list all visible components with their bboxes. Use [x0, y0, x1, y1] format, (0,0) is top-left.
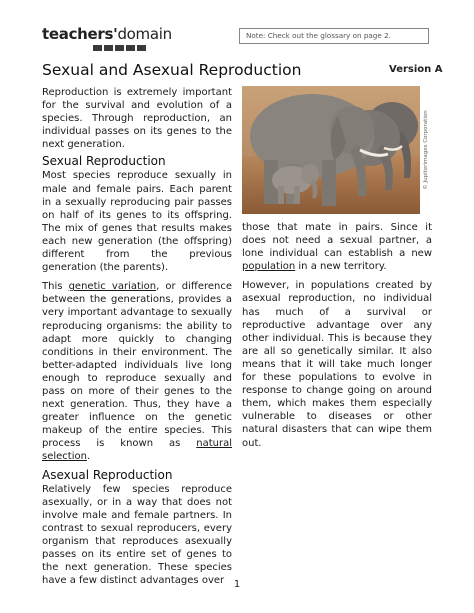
- population-link[interactable]: population: [242, 261, 296, 273]
- glossary-note-box: Note: Check out the glossary on page 2.: [239, 28, 429, 44]
- natural-selection-link[interactable]: natural selection: [42, 438, 232, 463]
- logo-wordmark: [42, 26, 172, 42]
- sexual-reproduction-paragraph: Most species reproduce sexually in male and female pairs. Each parent in a sexually reproducing pair passes on half of its genes to its offspring. The mix of genes that results makes each new generation (the offspring) different from the previous generation (the parents).: [42, 170, 232, 274]
- sexual-reproduction-heading: Sexual Reproduction: [42, 154, 166, 169]
- page-number: 1: [233, 579, 241, 590]
- teachers-domain-logo: [42, 26, 172, 51]
- left-column: [42, 86, 232, 587]
- page-title: Sexual and Asexual Reproduction: [42, 61, 302, 79]
- asexual-reproduction-heading: Asexual Reproduction: [42, 467, 173, 482]
- logo-part-domain: domain: [117, 25, 172, 43]
- intro-paragraph: Reproduction is extremely important for the survival and evolution of a species. Through reproduction, an individual passes on its genes to the next generation.: [42, 87, 232, 151]
- asexual-reproduction-paragraph: Relatively few species reproduce asexually, or in a way that does not involve male and female partners. In contrast to sexual reproducers, every organism that reproduces asexually passes on its entire set of genes to the next generation. These species have a few distinct advantages over: [42, 483, 232, 587]
- asexual-disadvantage-paragraph: However, in populations created by asexual reproduction, no individual has much of a survival or reproductive advantage over any other individual. This is because they are all so genetically similar. It also means that it will take much longer for these populations to evolve in response to change going on around them, which makes them especially vulnerable to diseases or other natural disasters that can wipe them out.: [242, 280, 432, 449]
- genetic-variation-paragraph: This genetic variation, or difference between the generations, provides a very important advantage to sexually reproducing organisms: the ability to adapt more quickly to changing conditions in their environment. The better-adapted individuals live long enough to reproduce sexually and pass on more of their genes to the next generation. Thus, they have a greater influence on the genetic makeup of the entire species. This process is known as natural selection.: [42, 281, 232, 463]
- version-label: Version A: [389, 64, 443, 75]
- lone-individual-paragraph: those that mate in pairs. Since it does not need a sexual partner, a lone individual can establish a new population in a new territory.: [242, 222, 432, 273]
- right-column: [242, 221, 432, 450]
- logo-part-teachers: teachers': [42, 25, 118, 43]
- elephants-photo: [242, 86, 420, 214]
- photo-credit: © Jupiterimages Corporation: [423, 110, 429, 190]
- genetic-variation-link[interactable]: genetic variation: [68, 281, 157, 293]
- logo-blocks: [93, 45, 172, 51]
